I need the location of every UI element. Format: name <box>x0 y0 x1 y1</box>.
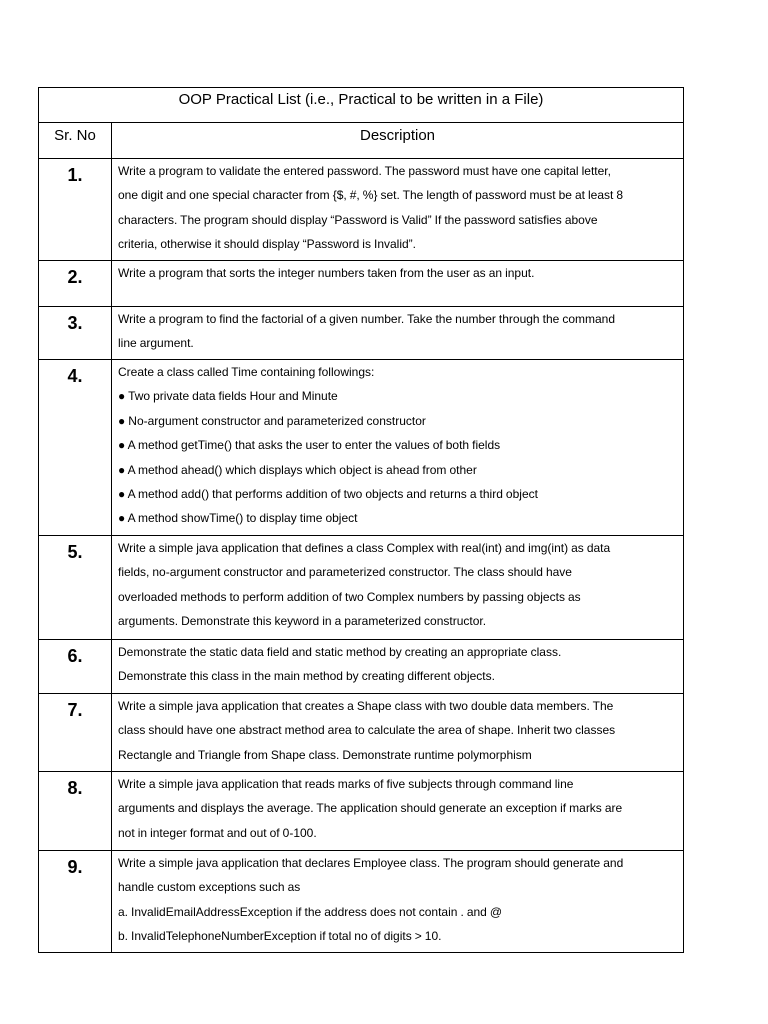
description-line: arguments and displays the average. The application should generate an exception if marks are <box>118 801 623 816</box>
description-line: characters. The program should display “Password is Valid” If the password satisfies above <box>118 212 598 227</box>
description-line: ● A method showTime() to display time object <box>118 511 358 526</box>
row-number: 3. <box>39 307 112 360</box>
row-number: 7. <box>39 694 112 772</box>
table-title: OOP Practical List (i.e., Practical to be written in a File) <box>39 88 684 123</box>
table-title-row <box>39 88 684 123</box>
table-header-row <box>39 123 684 159</box>
description-line: Write a simple java application that creates a Shape class with two double data members. The <box>118 699 614 713</box>
table-row <box>39 851 684 953</box>
row-description <box>112 536 684 640</box>
row-number: 6. <box>39 640 112 694</box>
table-row <box>39 360 684 536</box>
description-line: Write a program that sorts the integer numbers taken from the user as an input. <box>118 266 535 280</box>
table-row <box>39 307 684 360</box>
column-header-description: Description <box>112 123 684 159</box>
row-description <box>112 694 684 772</box>
row-description <box>112 772 684 851</box>
row-number: 9. <box>39 851 112 953</box>
table-row <box>39 694 684 772</box>
row-number: 8. <box>39 772 112 851</box>
row-number: 4. <box>39 360 112 536</box>
table-row <box>39 772 684 851</box>
description-line: one digit and one special character from {$, #, %} set. The length of password must be at least 8 <box>118 188 624 203</box>
description-line: criteria, otherwise it should display “Password is Invalid”. <box>118 237 417 252</box>
table-row <box>39 640 684 694</box>
practical-list-table <box>38 87 684 953</box>
row-number: 5. <box>39 536 112 640</box>
description-line: Demonstrate the static data field and static method by creating an appropriate class. <box>118 645 562 659</box>
description-line: handle custom exceptions such as <box>118 880 301 895</box>
description-line: a. InvalidEmailAddressException if the address does not contain . and @ <box>118 904 503 919</box>
description-line: b. InvalidTelephoneNumberException if total no of digits > 10. <box>118 929 442 944</box>
description-line: Write a simple java application that defines a class Complex with real(int) and img(int) as data <box>118 541 611 555</box>
row-description <box>112 307 684 360</box>
description-line: ● No-argument constructor and parameterized constructor <box>118 413 426 428</box>
description-line: Create a class called Time containing followings: <box>118 365 375 379</box>
row-description <box>112 360 684 536</box>
description-line: Rectangle and Triangle from Shape class. Demonstrate runtime polymorphism <box>118 747 532 762</box>
description-line: not in integer format and out of 0-100. <box>118 825 317 840</box>
row-description <box>112 640 684 694</box>
column-header-sr-no: Sr. No <box>39 123 112 159</box>
description-line: Demonstrate this class in the main method by creating different objects. <box>118 669 495 684</box>
description-line: arguments. Demonstrate this keyword in a parameterized constructor. <box>118 614 487 629</box>
description-line: ● A method ahead() which displays which object is ahead from other <box>118 462 477 477</box>
row-description <box>112 851 684 953</box>
description-line: ● A method add() that performs addition of two objects and returns a third object <box>118 487 538 502</box>
table-row <box>39 159 684 261</box>
description-line: ● A method getTime() that asks the user to enter the values of both fields <box>118 438 501 453</box>
description-line: Write a simple java application that reads marks of five subjects through command line <box>118 777 574 791</box>
description-line: fields, no-argument constructor and parameterized constructor. The class should have <box>118 565 572 580</box>
description-line: Write a program to validate the entered password. The password must have one capital letter, <box>118 164 611 178</box>
table-body <box>39 159 684 953</box>
row-description <box>112 261 684 307</box>
description-line: Write a simple java application that declares Employee class. The program should generate and <box>118 856 624 870</box>
description-line: Write a program to find the factorial of a given number. Take the number through the command <box>118 312 616 326</box>
table-row <box>39 261 684 307</box>
description-line: ● Two private data fields Hour and Minute <box>118 389 338 404</box>
row-description <box>112 159 684 261</box>
description-line: class should have one abstract method area to calculate the area of shape. Inherit two classes <box>118 723 616 738</box>
table-row <box>39 536 684 640</box>
row-number: 1. <box>39 159 112 261</box>
description-line: overloaded methods to perform addition of two Complex numbers by passing objects as <box>118 589 581 604</box>
row-number: 2. <box>39 261 112 307</box>
description-line: line argument. <box>118 336 194 351</box>
